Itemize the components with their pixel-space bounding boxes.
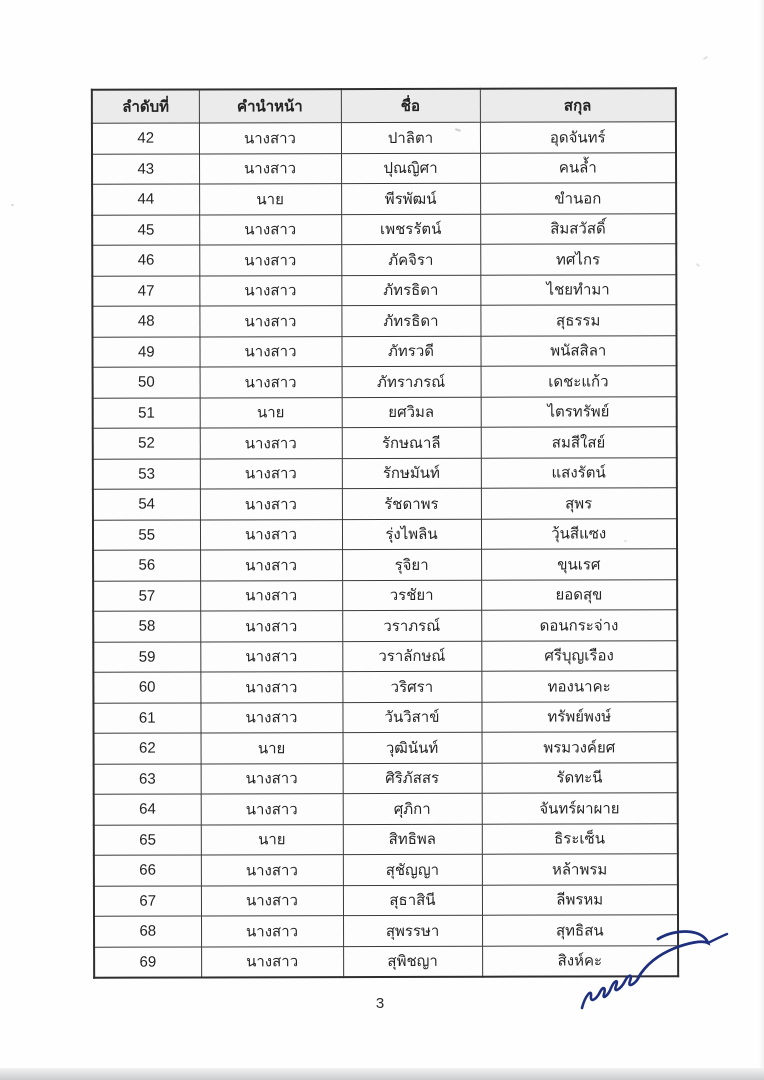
cell-last: สุพร <box>481 488 677 519</box>
table-row <box>93 457 677 489</box>
cell-first: ภัทรธิดา <box>341 275 480 306</box>
cell-prefix: นาย <box>200 397 342 428</box>
cell-no: 67 <box>94 885 201 916</box>
table-body <box>92 122 678 978</box>
table-row <box>93 488 677 520</box>
cell-prefix: นาย <box>199 184 341 215</box>
scan-speck <box>624 540 627 542</box>
cell-no: 58 <box>93 611 200 642</box>
cell-last: ทองนาคะ <box>481 671 677 702</box>
cell-first: รักษณาลี <box>342 427 481 458</box>
scan-edge-right <box>759 0 764 1080</box>
cell-last: อุดจันทร์ <box>480 122 676 153</box>
cell-no: 61 <box>93 702 200 733</box>
cell-no: 59 <box>93 641 200 672</box>
header-cell-order: ลำดับที่ <box>92 89 199 123</box>
cell-prefix: นางสาว <box>200 367 342 398</box>
table-header <box>92 88 676 123</box>
header-cell-last: สกุล <box>480 88 676 122</box>
header-cell-prefix: คำนำหน้า <box>199 89 341 123</box>
cell-prefix: นางสาว <box>201 885 343 916</box>
cell-last: ขำนอก <box>480 183 676 214</box>
cell-last: ขุนเรศ <box>481 549 677 580</box>
cell-prefix: นางสาว <box>200 702 342 733</box>
table-row <box>92 183 676 215</box>
cell-last: หล้าพรม <box>482 854 678 885</box>
cell-first: ศุภิกา <box>343 793 482 824</box>
signature-strokes <box>582 932 727 1008</box>
cell-prefix: นางสาว <box>200 519 342 550</box>
cell-first: วริศรา <box>342 671 481 702</box>
table-row <box>93 640 677 672</box>
table-row <box>93 671 677 703</box>
table-row <box>93 579 677 611</box>
cell-no: 66 <box>94 855 201 886</box>
cell-prefix: นางสาว <box>200 641 342 672</box>
cell-last: ทศไกร <box>480 244 676 275</box>
cell-no: 64 <box>94 794 201 825</box>
table-row <box>92 244 676 276</box>
cell-last: สุธรรม <box>480 305 676 336</box>
scan-speck <box>696 263 700 267</box>
cell-first: ปุณญิศา <box>341 153 480 184</box>
cell-first: ยศวิมล <box>342 397 481 428</box>
cell-first: สุพิชญา <box>343 946 482 977</box>
cell-prefix: นางสาว <box>201 916 343 947</box>
cell-first: ปาลิตา <box>341 122 480 153</box>
table-row <box>93 610 677 642</box>
table-row <box>92 305 676 337</box>
cell-prefix: นางสาว <box>199 306 341 337</box>
table-row <box>94 823 678 855</box>
cell-last: เดชะแก้ว <box>481 366 677 397</box>
name-list-table-wrap <box>91 87 677 979</box>
cell-last: คนล้ำ <box>480 152 676 183</box>
cell-last: ทรัพย์พงษ์ <box>481 701 677 732</box>
cell-first: สิทธิพล <box>343 824 482 855</box>
cell-last: วุ้นสีแซง <box>481 518 677 549</box>
cell-first: ภัทราภรณ์ <box>342 366 481 397</box>
cell-no: 48 <box>92 306 199 337</box>
table-row <box>93 427 677 459</box>
cell-last: ไชยทำมา <box>480 274 676 305</box>
cell-no: 62 <box>94 733 201 764</box>
name-list-table <box>91 87 679 979</box>
cell-last: ยอดสุข <box>481 579 677 610</box>
cell-no: 68 <box>94 916 201 947</box>
cell-first: ศิริภัสสร <box>343 763 482 794</box>
cell-no: 47 <box>92 275 199 306</box>
cell-no: 69 <box>94 946 201 977</box>
cell-last: ธิระเซ็น <box>482 823 678 854</box>
cell-last: สิมสวัสดิ์ <box>480 213 676 244</box>
cell-no: 49 <box>92 336 199 367</box>
cell-last: สมสีใสย์ <box>481 427 677 458</box>
cell-first: วรชัยา <box>342 580 481 611</box>
scan-speck <box>703 56 708 60</box>
signature <box>572 912 732 1022</box>
cell-no: 53 <box>93 458 200 489</box>
cell-no: 45 <box>92 214 199 245</box>
cell-no: 50 <box>93 367 200 398</box>
cell-prefix: นางสาว <box>199 336 341 367</box>
header-row <box>92 88 676 123</box>
table-row <box>93 396 677 428</box>
cell-no: 44 <box>92 184 199 215</box>
cell-first: เพชรรัตน์ <box>341 214 480 245</box>
scan-speck <box>11 204 14 206</box>
table-row <box>94 793 678 825</box>
cell-prefix: นางสาว <box>201 794 343 825</box>
cell-last: พนัสสิลา <box>480 335 676 366</box>
cell-last: สุทธิสน <box>482 915 678 946</box>
cell-first: สุชัญญา <box>343 854 482 885</box>
table-row <box>93 366 677 398</box>
cell-last: พรมวงค์ยศ <box>482 732 678 763</box>
table-row <box>94 732 678 764</box>
cell-prefix: นางสาว <box>200 489 342 520</box>
cell-first: ภัคจิรา <box>341 244 480 275</box>
cell-prefix: นางสาว <box>201 763 343 794</box>
cell-first: วราลักษณ์ <box>342 641 481 672</box>
scan-edge-bottom <box>0 1068 764 1080</box>
cell-last: ไตรทรัพย์ <box>481 396 677 427</box>
page-number: 3 <box>375 995 385 1012</box>
cell-first: ภัทรวดี <box>341 336 480 367</box>
cell-first: ภัทรธิดา <box>341 305 480 336</box>
cell-prefix: นาย <box>201 733 343 764</box>
cell-last: จันทร์ผาผาย <box>482 793 678 824</box>
cell-no: 65 <box>94 824 201 855</box>
table-row <box>92 335 676 367</box>
cell-first: วันวิสาข์ <box>342 702 481 733</box>
cell-last: รัดทะนี <box>482 762 678 793</box>
header-cell-first: ชื่อ <box>341 89 480 123</box>
cell-prefix: นาย <box>201 824 343 855</box>
table-row <box>92 152 676 184</box>
cell-no: 57 <box>93 580 200 611</box>
cell-no: 54 <box>93 489 200 520</box>
cell-no: 56 <box>93 550 200 581</box>
cell-no: 42 <box>92 123 199 154</box>
cell-last: สิงห์คะ <box>482 945 678 977</box>
cell-first: พีรพัฒน์ <box>341 183 480 214</box>
table-row <box>93 701 677 733</box>
cell-no: 52 <box>93 428 200 459</box>
cell-first: รักษมันท์ <box>342 458 481 489</box>
cell-prefix: นางสาว <box>199 123 341 154</box>
cell-prefix: นางสาว <box>199 153 341 184</box>
cell-no: 46 <box>92 245 199 276</box>
cell-first: สุพรรษา <box>343 915 482 946</box>
cell-prefix: นางสาว <box>199 245 341 276</box>
cell-prefix: นางสาว <box>200 611 342 642</box>
cell-first: รุจิยา <box>342 549 481 580</box>
cell-prefix: นางสาว <box>200 672 342 703</box>
cell-last: ดอนกระจ่าง <box>481 610 677 641</box>
cell-prefix: นางสาว <box>201 946 343 977</box>
cell-first: รัชดาพร <box>342 488 481 519</box>
cell-prefix: นางสาว <box>201 855 343 886</box>
cell-no: 63 <box>94 763 201 794</box>
cell-no: 60 <box>93 672 200 703</box>
cell-last: ลีพรหม <box>482 884 678 915</box>
cell-prefix: นางสาว <box>200 458 342 489</box>
cell-first: วุฒินันท์ <box>343 732 482 763</box>
table-row <box>93 518 677 550</box>
table-row <box>92 122 676 154</box>
cell-prefix: นางสาว <box>199 275 341 306</box>
cell-first: วราภรณ์ <box>342 610 481 641</box>
cell-last: ศรีบุญเรือง <box>481 640 677 671</box>
table-row <box>94 854 678 886</box>
table-row <box>92 274 676 306</box>
cell-no: 55 <box>93 519 200 550</box>
cell-first: รุ่งไพลิน <box>342 519 481 550</box>
table-row <box>93 549 677 581</box>
cell-prefix: นางสาว <box>200 550 342 581</box>
cell-first: สุธาสินี <box>343 885 482 916</box>
cell-prefix: นางสาว <box>200 428 342 459</box>
cell-prefix: นางสาว <box>200 580 342 611</box>
cell-prefix: นางสาว <box>199 214 341 245</box>
table-row <box>92 213 676 245</box>
table-row <box>94 762 678 794</box>
cell-last: แสงรัตน์ <box>481 457 677 488</box>
cell-no: 43 <box>92 153 199 184</box>
cell-no: 51 <box>93 397 200 428</box>
